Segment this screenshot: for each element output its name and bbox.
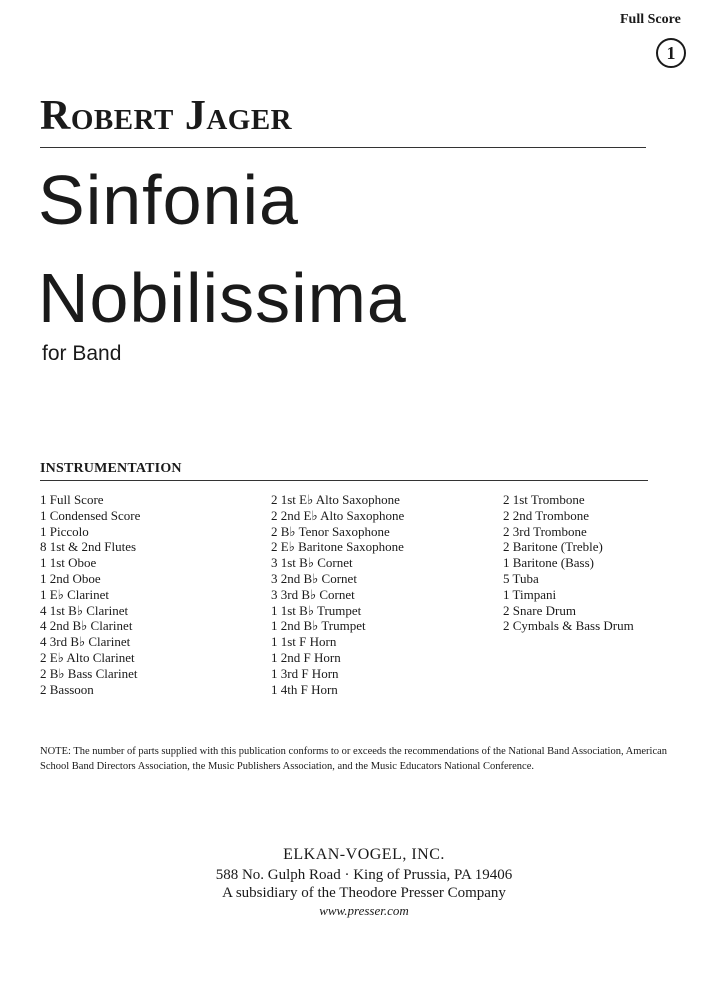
instrument-item: 1 Baritone (Bass) [503,555,594,571]
instrument-item: 1 1st F Horn [271,634,337,650]
instrument-item: 2 1st Trombone [503,492,585,507]
composer-name: Robert Jager [40,93,293,139]
instrument-item: 2 E♭ Alto Clarinet [40,649,135,665]
instrument-item: 1 Condensed Score [40,507,141,523]
instrument-item: 2 Cymbals & Bass Drum [503,618,634,634]
instrument-item: 2 1st E♭ Alto Saxophone [271,492,400,507]
instrument-item: 2 Snare Drum [503,602,576,618]
publisher-website-link[interactable]: www.presser.com [319,903,409,918]
instrument-item: 3 1st B♭ Cornet [271,555,353,571]
instrument-item: 2 2nd Trombone [503,507,589,523]
publisher-address: 588 No. Gulph Road · King of Prussia, PA 19406 [215,867,513,883]
instrument-item: 8 1st & 2nd Flutes [40,539,137,555]
instrument-item: 1 2nd B♭ Trumpet [271,618,366,634]
publisher-block [0,846,728,920]
instrument-item: 2 B♭ Tenor Saxophone [271,523,390,539]
instrument-item: 1 1st B♭ Trumpet [271,602,362,618]
instrument-column-1 [40,492,140,697]
instrument-item: 2 Bassoon [40,681,94,697]
instrument-column-2 [271,492,404,697]
instrument-item: 4 3rd B♭ Clarinet [40,634,131,650]
instrument-item: 2 Baritone (Treble) [503,539,603,555]
title-line-2: Nobilissima [38,259,407,337]
instrument-item: 2 E♭ Baritone Saxophone [271,539,404,555]
instrument-item: 3 2nd B♭ Cornet [271,570,357,586]
title-divider [40,147,646,148]
instrument-item: 1 2nd Oboe [40,570,101,586]
instrument-item: 1 2nd F Horn [271,649,341,665]
score-type-label: Full Score [620,12,681,27]
instrument-item: 4 1st B♭ Clarinet [40,602,129,618]
instrument-column-3 [503,492,634,634]
instrument-item: 2 B♭ Bass Clarinet [40,665,138,681]
instrument-item: 1 4th F Horn [271,681,338,697]
instrument-item: 1 3rd F Horn [271,665,339,681]
instrumentation-heading: INSTRUMENTATION [40,461,182,476]
instrument-item: 1 1st Oboe [40,555,97,571]
instrumentation-divider [40,480,648,481]
instrument-item: 5 Tuba [503,570,539,586]
publication-note: NOTE: The number of parts supplied with this publication conforms to or exceeds the recommendations of the National Band Association, American School Band Directors Association, the Music Publishers Association, and the Music Educators National Conference. [40,746,668,772]
score-number-badge: 1 [656,38,686,68]
instrument-item: 1 Timpani [503,586,557,602]
instrument-item: 1 Full Score [40,492,104,507]
instrument-item: 2 2nd E♭ Alto Saxophone [271,507,405,523]
instrument-item: 3 3rd B♭ Cornet [271,586,355,602]
publisher-name: ELKAN-VOGEL, INC. [283,846,445,863]
instrument-item: 2 3rd Trombone [503,523,587,539]
instrument-item: 1 E♭ Clarinet [40,586,109,602]
subtitle: for Band [42,342,122,365]
instrument-item: 1 Piccolo [40,523,89,539]
title-line-1: Sinfonia [38,161,299,239]
instrument-item: 4 2nd B♭ Clarinet [40,618,133,634]
publisher-affiliation: A subsidiary of the Theodore Presser Company [222,885,506,901]
